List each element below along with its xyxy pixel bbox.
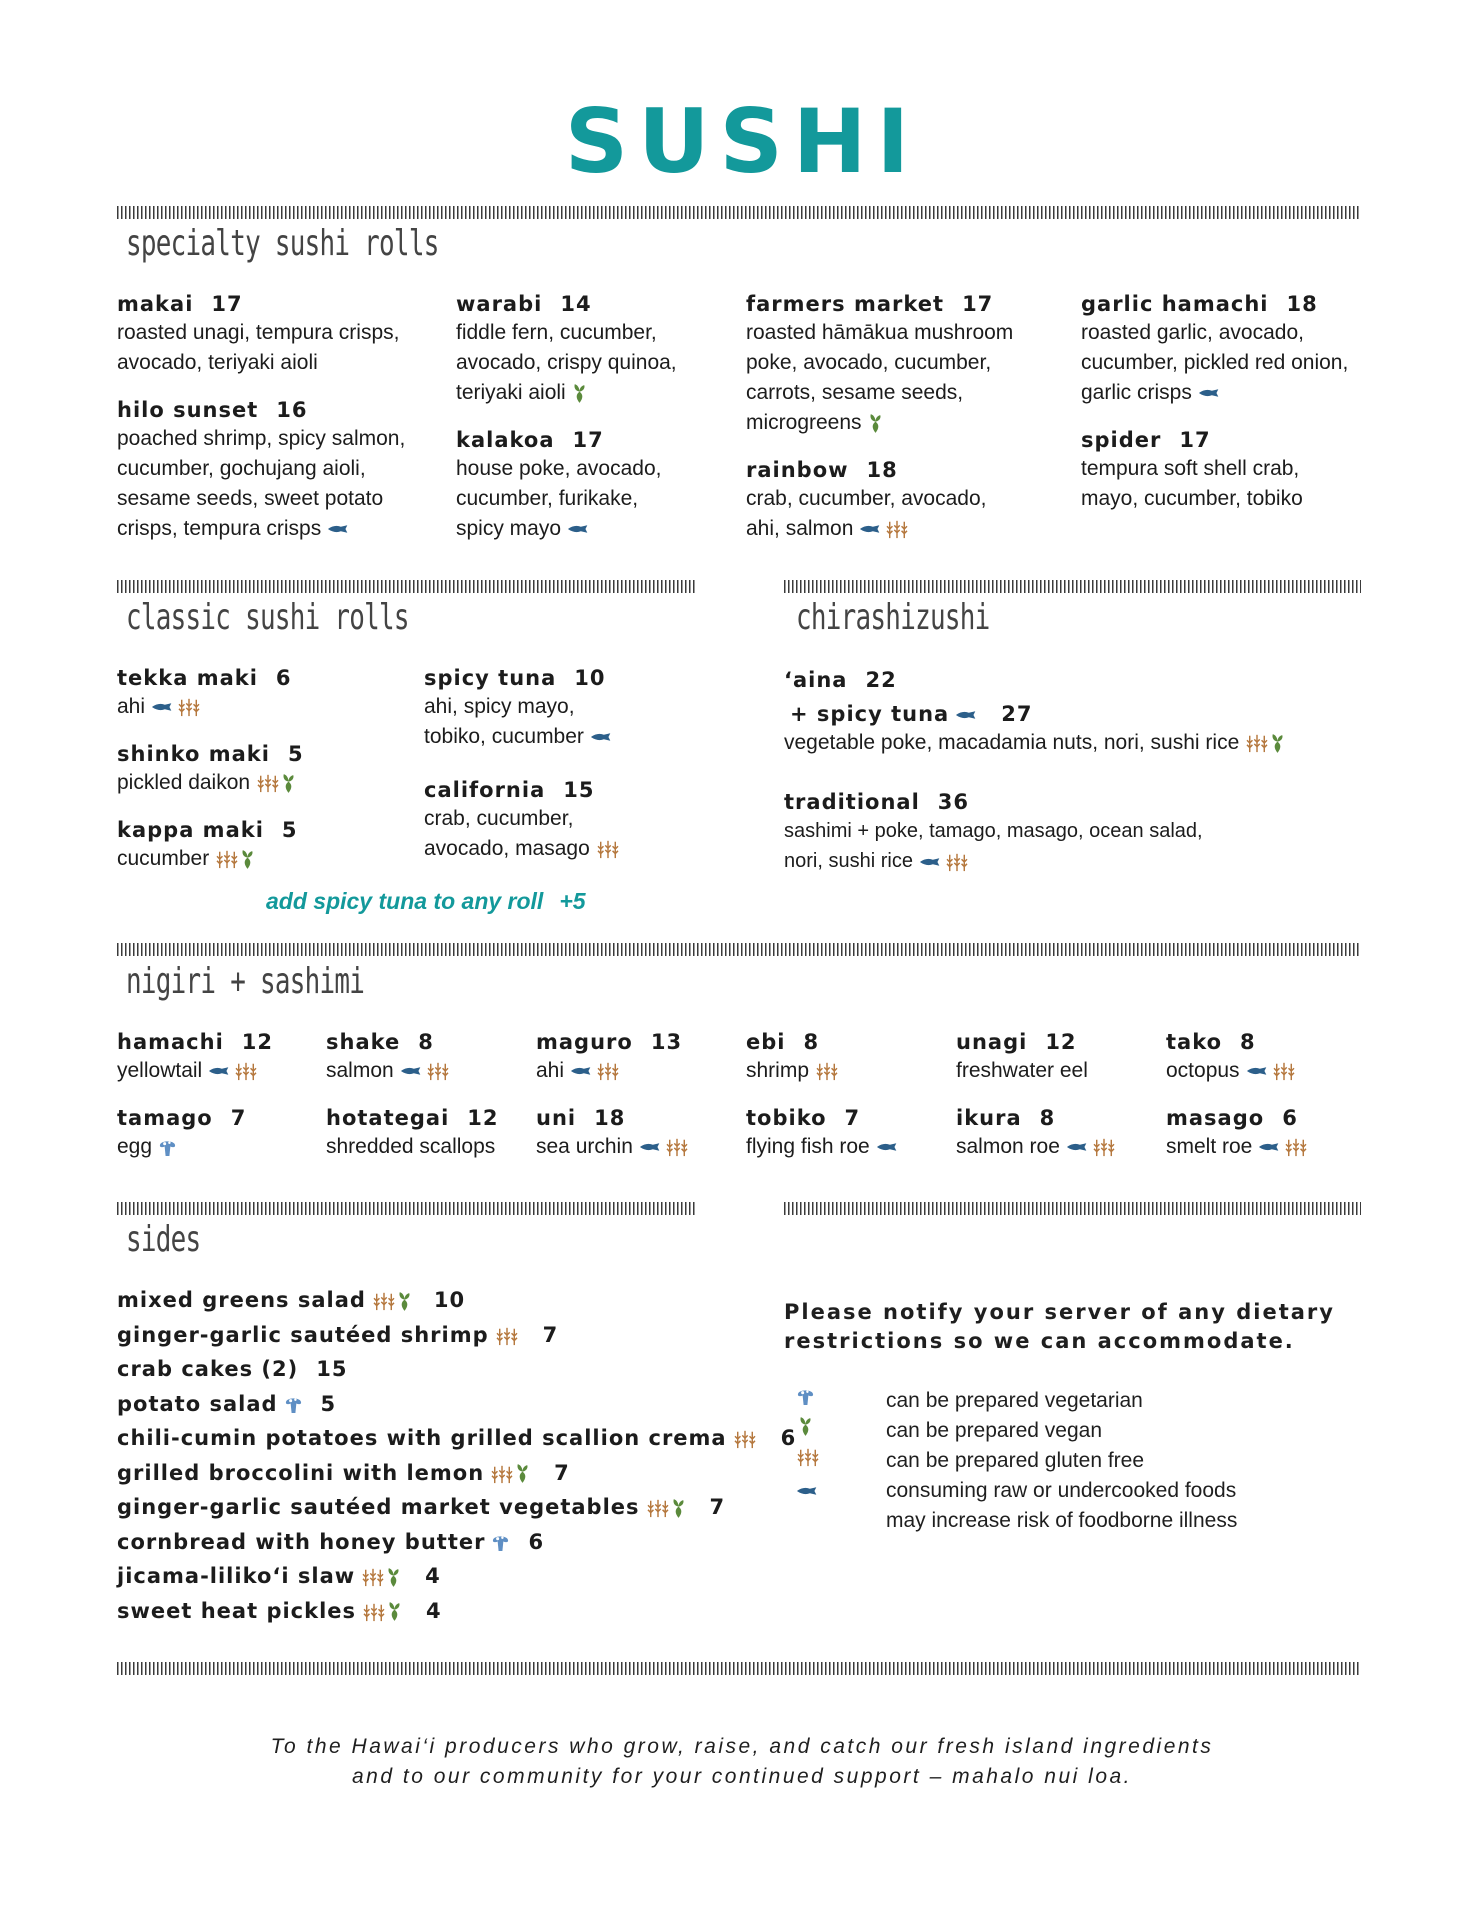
side-item: sweet heat pickles 4	[117, 1598, 442, 1623]
side-item: jicama-liliko‘i slaw 4	[117, 1564, 441, 1588]
gluten-free-icon	[885, 519, 909, 539]
gluten-free-icon	[256, 773, 280, 793]
side-item: ginger-garlic sautéed shrimp 7	[117, 1322, 559, 1347]
vegan-icon	[671, 1498, 686, 1519]
gluten-free-icon	[596, 1061, 620, 1081]
side-item: cornbread with honey butter 6	[117, 1529, 545, 1554]
raw-fish-icon	[876, 1141, 900, 1153]
vegetarian-icon	[284, 1394, 303, 1415]
raw-fish-icon	[859, 523, 883, 535]
menu-item-warabi: warabi 14 fiddle fern, cucumber, avocado, crispy quinoa, teriyaki aioli	[456, 292, 677, 404]
raw-fish-icon	[639, 1141, 663, 1153]
section-divider	[117, 943, 1361, 956]
menu-item-hilo-sunset: hilo sunset 16 poached shrimp, spicy salmon, cucumber, gochujang aioli, sesame seeds, sweet potato crisps, tempura crisps	[117, 398, 406, 540]
section-divider	[117, 1662, 1361, 1675]
side-item: grilled broccolini with lemon 7	[117, 1460, 570, 1485]
gluten-free-icon	[362, 1602, 386, 1622]
legend-raw: consuming raw or undercooked foods	[784, 1476, 1237, 1506]
section-title-nigiri: nigiri + sashimi	[126, 961, 365, 1002]
gluten-free-icon	[646, 1498, 670, 1518]
section-title-chirashi: chirashizushi	[796, 597, 990, 638]
footer-dedication: To the Hawai‘i producers who grow, raise, and catch our fresh island ingredients and to our community for your continued support – mahalo nui loa.	[270, 1735, 1214, 1788]
nigiri-item: hotategai 12 shredded scallops	[326, 1106, 499, 1158]
vegan-icon	[387, 1601, 402, 1622]
raw-fish-icon	[1246, 1065, 1270, 1077]
menu-item-tekka-maki: tekka maki 6 ahi	[117, 666, 292, 718]
vegan-icon	[1270, 733, 1285, 754]
section-divider	[784, 1202, 1361, 1215]
section-divider	[117, 580, 697, 593]
nigiri-item: ikura 8 salmon roe	[956, 1104, 1116, 1162]
gluten-free-icon	[1245, 733, 1269, 753]
vegan-icon	[240, 849, 255, 870]
sides-list	[117, 1286, 796, 1631]
nigiri-item: shake 8 salmon	[326, 1028, 450, 1086]
vegetarian-icon	[158, 1137, 177, 1158]
nigiri-item: tamago 7 egg	[117, 1106, 247, 1158]
side-item: chili-cumin potatoes with grilled scallion crema 6	[117, 1426, 797, 1450]
gluten-free-icon	[372, 1291, 396, 1311]
gluten-free-icon	[733, 1429, 757, 1449]
vegan-icon	[572, 383, 587, 404]
menu-item-traditional: traditional 36 sashimi + poke, tamago, masago, ocean salad, nori, sushi rice	[784, 790, 1203, 872]
raw-fish-icon	[567, 523, 591, 535]
legend-gluten-free: can be prepared gluten free	[784, 1446, 1237, 1476]
menu-item-makai: makai 17 roasted unagi, tempura crisps, avocado, teriyaki aioli	[117, 292, 400, 374]
nigiri-item: unagi 12 freshwater eel	[956, 1030, 1088, 1082]
gluten-free-icon	[1092, 1137, 1116, 1157]
nigiri-item: uni 18 sea urchin	[536, 1104, 689, 1162]
gluten-free-icon	[426, 1061, 450, 1081]
section-title-sides: sides	[126, 1219, 201, 1260]
section-title-classic: classic sushi rolls	[126, 597, 409, 638]
gluten-free-icon	[796, 1447, 820, 1467]
side-item: crab cakes (2) 15	[117, 1357, 348, 1381]
gluten-free-icon	[815, 1061, 839, 1081]
menu-item-spicy-tuna: spicy tuna 10 ahi, spicy mayo, tobiko, cucumber	[424, 664, 614, 752]
raw-fish-icon	[327, 523, 351, 535]
menu-item-farmers-market: farmers market 17 roasted hāmākua mushroom poke, avocado, cucumber, carrots, sesame seeds, microgreens	[746, 292, 1014, 434]
gluten-free-icon	[945, 852, 969, 872]
vegan-icon	[386, 1567, 401, 1588]
legend-vegan: can be prepared vegan	[784, 1416, 1237, 1446]
raw-fish-icon	[919, 856, 943, 868]
legend-vegetarian: can be prepared vegetarian	[784, 1386, 1237, 1416]
side-item: mixed greens salad 10	[117, 1288, 466, 1312]
page-title: SUSHI	[564, 90, 920, 193]
gluten-free-icon	[1272, 1061, 1296, 1081]
section-divider	[117, 206, 1361, 219]
gluten-free-icon	[177, 697, 201, 717]
vegan-icon	[281, 773, 296, 794]
vegetarian-icon	[491, 1532, 510, 1553]
side-item: potato salad 5	[117, 1391, 337, 1416]
raw-fish-icon	[400, 1065, 424, 1077]
menu-item-garlic-hamachi: garlic hamachi 18 roasted garlic, avocado, cucumber, pickled red onion, garlic crisps	[1081, 292, 1349, 404]
add-on-note: add spicy tuna to any roll +5	[266, 888, 586, 914]
side-item: ginger-garlic sautéed market vegetables 7	[117, 1495, 726, 1519]
raw-fish-icon	[590, 731, 614, 743]
menu-item-california: california 15 crab, cucumber, avocado, masago	[424, 776, 620, 864]
section-divider	[117, 1202, 697, 1215]
nigiri-item: masago 6 smelt roe	[1166, 1104, 1308, 1162]
gluten-free-icon	[665, 1137, 689, 1157]
gluten-free-icon	[490, 1464, 514, 1484]
nigiri-item: hamachi 12 yellowtail	[117, 1030, 274, 1082]
menu-item-kappa-maki: kappa maki 5 cucumber	[117, 818, 298, 870]
menu-item-rainbow: rainbow 18 crab, cucumber, avocado, ahi, salmon	[746, 458, 987, 540]
raw-fish-icon	[1066, 1141, 1090, 1153]
raw-fish-icon	[1198, 387, 1222, 399]
gluten-free-icon	[361, 1567, 385, 1587]
dietary-notice: Please notify your server of any dietary restrictions so we can accommodate.	[784, 1300, 1335, 1353]
nigiri-item: tobiko 7 flying fish roe	[746, 1104, 900, 1162]
section-divider	[784, 580, 1361, 593]
nigiri-item: maguro 13 ahi	[536, 1030, 683, 1082]
vegan-icon	[397, 1291, 412, 1312]
section-title-specialty: specialty sushi rolls	[126, 223, 439, 264]
raw-fish-icon	[570, 1065, 594, 1077]
vegan-icon	[798, 1416, 813, 1437]
vegetarian-icon	[796, 1386, 815, 1407]
raw-fish-icon	[1258, 1141, 1282, 1153]
menu-item-aina: ‘aina 22 + spicy tuna 27 vegetable poke, macadamia nuts, nori, sushi rice	[784, 666, 1285, 758]
legend-raw-cont: may increase risk of foodborne illness	[886, 1509, 1238, 1532]
raw-fish-icon	[151, 701, 175, 713]
raw-fish-icon	[796, 1485, 820, 1497]
menu-item-spider: spider 17 tempura soft shell crab, mayo, cucumber, tobiko	[1081, 428, 1303, 510]
menu-item-shinko-maki: shinko maki 5 pickled daikon	[117, 742, 304, 794]
gluten-free-icon	[234, 1061, 258, 1081]
vegan-icon	[868, 413, 883, 434]
gluten-free-icon	[215, 849, 239, 869]
raw-fish-icon	[955, 709, 979, 721]
gluten-free-icon	[1284, 1137, 1308, 1157]
gluten-free-icon	[596, 839, 620, 859]
raw-fish-icon	[208, 1065, 232, 1077]
menu-item-kalakoa: kalakoa 17 house poke, avocado, cucumber, furikake, spicy mayo	[456, 428, 662, 540]
vegan-icon	[515, 1463, 530, 1484]
nigiri-item: ebi 8 shrimp	[746, 1028, 839, 1086]
nigiri-item: tako 8 octopus	[1166, 1028, 1296, 1086]
legend	[784, 1386, 1237, 1536]
gluten-free-icon	[495, 1326, 519, 1346]
